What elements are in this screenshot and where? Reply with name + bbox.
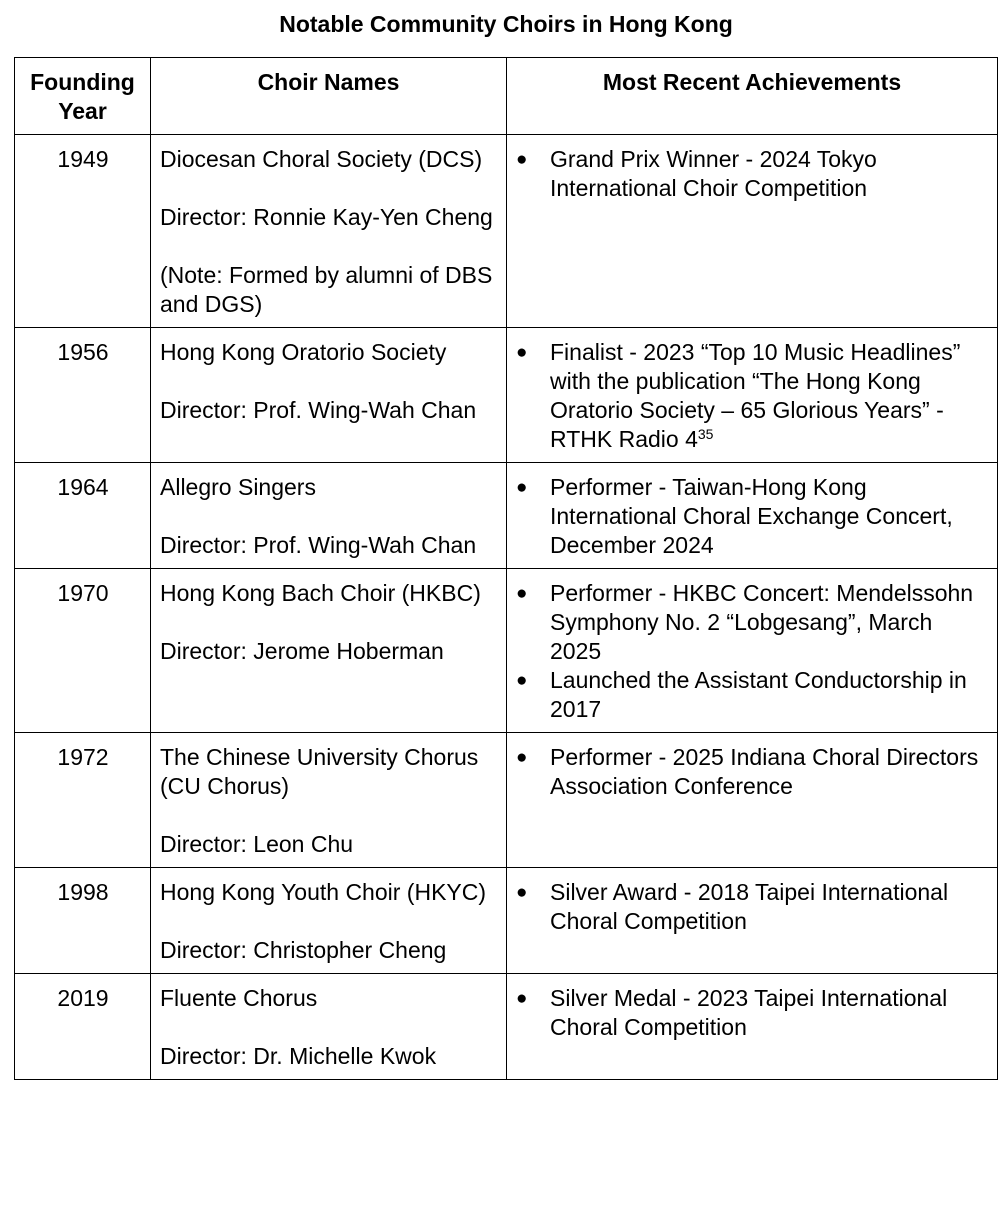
founding-year-cell: 1956: [15, 328, 151, 463]
achievement-text: Performer - HKBC Concert: Mendelssohn Symphony No. 2 “Lobgesang”, March 2025: [550, 580, 974, 664]
achievements-cell: [507, 328, 998, 463]
founding-year-cell: 2019: [15, 974, 151, 1080]
footnote-reference: 35: [697, 426, 714, 442]
bullet-icon: ●: [516, 342, 528, 363]
achievements-list: [516, 473, 989, 560]
founding-year-cell: 1998: [15, 868, 151, 974]
achievements-cell: [507, 569, 998, 733]
bullet-icon: ●: [516, 988, 528, 1009]
table-row: [15, 868, 998, 974]
page-title: Notable Community Choirs in Hong Kong: [279, 11, 733, 37]
choir-name: Allegro Singers: [160, 474, 316, 500]
achievement-item: [516, 579, 989, 666]
achievement-text: Performer - Taiwan-Hong Kong International Choral Exchange Concert, December 2024: [550, 474, 953, 558]
choir-name: Diocesan Choral Society (DCS): [160, 146, 483, 172]
choir-name: Hong Kong Oratorio Society: [160, 339, 447, 365]
founding-year-cell: 1964: [15, 463, 151, 569]
choir-name-cell: [151, 569, 507, 733]
bullet-icon: ●: [516, 882, 528, 903]
achievements-cell: [507, 733, 998, 868]
founding-year-cell: 1972: [15, 733, 151, 868]
achievement-text: Performer - 2025 Indiana Choral Directors Association Conference: [550, 744, 979, 799]
table-row: [15, 135, 998, 328]
choir-name-cell: [151, 974, 507, 1080]
achievements-cell: [507, 974, 998, 1080]
table-row: [15, 569, 998, 733]
choir-name-cell: [151, 135, 507, 328]
choirs-table: [14, 57, 998, 1080]
achievement-item: [516, 743, 989, 801]
achievement-text: Launched the Assistant Conductorship in 2017: [550, 667, 967, 722]
choir-name: The Chinese University Chorus (CU Chorus): [160, 744, 479, 799]
header-row: [15, 58, 998, 135]
achievements-list: [516, 743, 989, 801]
achievement-item: [516, 473, 989, 560]
choir-note: (Note: Formed by alumni of DBS and DGS): [160, 262, 493, 317]
table-row: [15, 328, 998, 463]
header-choir-names: Choir Names: [151, 58, 507, 135]
choir-director: Director: Leon Chu: [160, 831, 354, 857]
choir-name-cell: [151, 328, 507, 463]
founding-year-cell: 1970: [15, 569, 151, 733]
achievement-text: Silver Medal - 2023 Taipei International Choral Competition: [550, 985, 948, 1040]
achievements-list: [516, 579, 989, 724]
choir-director: Director: Ronnie Kay-Yen Cheng: [160, 204, 493, 230]
achievement-item: [516, 338, 989, 454]
choir-name-cell: [151, 868, 507, 974]
bullet-icon: ●: [516, 583, 528, 604]
choir-name: Fluente Chorus: [160, 985, 318, 1011]
achievement-text: Finalist - 2023 “Top 10 Music Headlines” with the publication “The Hong Kong Oratorio Society – 65 Glorious Years” - RTHK Radio 4: [550, 339, 961, 452]
bullet-icon: ●: [516, 747, 528, 768]
achievements-list: [516, 338, 989, 454]
achievement-item: [516, 878, 989, 936]
choir-name: Hong Kong Youth Choir (HKYC): [160, 879, 487, 905]
achievements-cell: [507, 135, 998, 328]
achievement-item: [516, 145, 989, 203]
choir-director: Director: Prof. Wing-Wah Chan: [160, 532, 477, 558]
founding-year-cell: 1949: [15, 135, 151, 328]
choir-name-cell: [151, 463, 507, 569]
achievement-item: [516, 666, 989, 724]
table-row: [15, 974, 998, 1080]
achievements-cell: [507, 868, 998, 974]
choir-name: Hong Kong Bach Choir (HKBC): [160, 580, 481, 606]
achievement-item: [516, 984, 989, 1042]
table-row: [15, 463, 998, 569]
achievement-text: Silver Award - 2018 Taipei International Choral Competition: [550, 879, 949, 934]
choir-director: Director: Dr. Michelle Kwok: [160, 1043, 437, 1069]
table-body: [15, 135, 998, 1080]
achievement-text: Grand Prix Winner - 2024 Tokyo International Choir Competition: [550, 146, 877, 201]
header-founding-year: Founding Year: [15, 58, 151, 135]
achievements-list: [516, 145, 989, 203]
choir-director: Director: Christopher Cheng: [160, 937, 447, 963]
choir-director: Director: Prof. Wing-Wah Chan: [160, 397, 477, 423]
header-most-recent-achievements: Most Recent Achievements: [507, 58, 998, 135]
choir-name-cell: [151, 733, 507, 868]
achievements-list: [516, 878, 989, 936]
bullet-icon: ●: [516, 670, 528, 691]
table-row: [15, 733, 998, 868]
achievements-list: [516, 984, 989, 1042]
bullet-icon: ●: [516, 149, 528, 170]
bullet-icon: ●: [516, 477, 528, 498]
achievements-cell: [507, 463, 998, 569]
choir-director: Director: Jerome Hoberman: [160, 638, 444, 664]
